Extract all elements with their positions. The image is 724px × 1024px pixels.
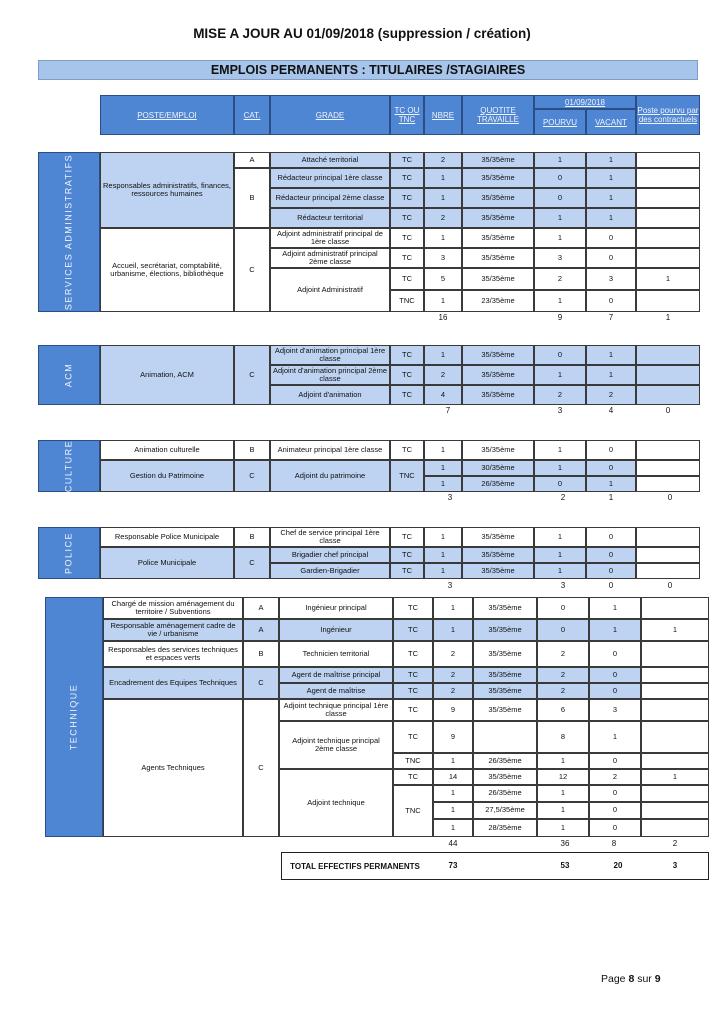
grade-cell: Brigadier chef principal (270, 547, 390, 563)
pourvu-cell: 1 (534, 290, 586, 312)
quotite-cell: 35/35ème (462, 268, 534, 290)
nbre-cell: 2 (433, 683, 473, 699)
pourvu-cell: 2 (537, 683, 589, 699)
contract-cell (636, 527, 700, 547)
tc-cell: TC (390, 345, 424, 365)
cat-cell: C (243, 667, 279, 699)
tc-cell: TC (390, 365, 424, 385)
total-contract: 0 (667, 493, 673, 502)
vacant-cell: 0 (586, 563, 636, 579)
pourvu-cell: 1 (534, 460, 586, 476)
nbre-cell: 9 (433, 721, 473, 753)
nbre-cell: 3 (424, 248, 462, 268)
tc-cell: TC (390, 208, 424, 228)
pourvu-cell: 0 (537, 597, 589, 619)
nbre-cell: 1 (433, 819, 473, 837)
quotite-cell: 35/35ème (473, 699, 537, 721)
quotite-cell: 35/35ème (462, 440, 534, 460)
contract-cell (641, 819, 709, 837)
grade-cell: Adjoint administratif principal de 1ère classe (270, 228, 390, 248)
quotite-cell: 23/35ème (462, 290, 534, 312)
nbre-cell: 1 (424, 290, 462, 312)
nbre-cell: 14 (433, 769, 473, 785)
total-contract: 1 (665, 313, 671, 322)
pourvu-cell: 1 (537, 753, 589, 769)
grade-cell: Adjoint technique principal 1ère classe (279, 699, 393, 721)
quotite-cell: 27,5/35ème (473, 802, 537, 819)
poste-cell: Gestion du Patrimoine (100, 460, 234, 492)
contract-cell (641, 683, 709, 699)
tc-cell: TC (390, 527, 424, 547)
nbre-cell: 1 (424, 228, 462, 248)
tc-cell: TC (390, 547, 424, 563)
vacant-cell: 1 (586, 188, 636, 208)
grade-cell: Chef de service principal 1ère classe (270, 527, 390, 547)
contract-cell (641, 753, 709, 769)
poste-cell: Responsables administratifs, finances, ressources humaines (100, 152, 234, 228)
total-pourvu: 2 (560, 493, 566, 502)
vacant-cell: 0 (589, 683, 641, 699)
grand-total-vacant: 20 (613, 861, 623, 870)
contract-cell (641, 802, 709, 819)
grade-cell: Adjoint administratif principal 2ème classe (270, 248, 390, 268)
total-nbre: 3 (447, 493, 453, 502)
grand-total-contract: 3 (672, 861, 678, 870)
pourvu-cell: 2 (534, 385, 586, 405)
total-vacant: 1 (608, 493, 614, 502)
header-contractuels: Poste pourvu par des contractuels (636, 95, 700, 135)
total-pourvu: 3 (557, 406, 563, 415)
tc-cell: TC (393, 667, 433, 683)
pourvu-cell: 1 (534, 208, 586, 228)
poste-cell: Responsable Police Municipale (100, 527, 234, 547)
header-date: 01/09/2018 (534, 95, 636, 109)
quotite-cell: 28/35ème (473, 819, 537, 837)
nbre-cell: 1 (424, 547, 462, 563)
tc-cell: TC (390, 152, 424, 168)
quotite-cell: 35/35ème (462, 345, 534, 365)
grade-cell: Adjoint Administratif (270, 268, 390, 312)
header-vacant: VACANT (586, 109, 636, 135)
pourvu-cell: 1 (537, 802, 589, 819)
nbre-cell: 2 (424, 208, 462, 228)
grade-cell: Adjoint technique (279, 769, 393, 837)
quotite-cell: 35/35ème (473, 641, 537, 667)
nbre-cell: 2 (424, 365, 462, 385)
pourvu-cell: 2 (537, 667, 589, 683)
section-police-label: POLICE (38, 527, 100, 579)
grade-cell: Animateur principal 1ère classe (270, 440, 390, 460)
grade-cell: Rédacteur territorial (270, 208, 390, 228)
contract-cell (636, 476, 700, 492)
poste-cell: Animation culturelle (100, 440, 234, 460)
quotite-cell: 35/35ème (473, 769, 537, 785)
grade-cell: Technicien territorial (279, 641, 393, 667)
quotite-cell: 35/35ème (462, 188, 534, 208)
poste-cell: Chargé de mission aménagement du territoire / Subventions (103, 597, 243, 619)
quotite-cell: 26/35ème (473, 753, 537, 769)
header-cat: CAT. (234, 95, 270, 135)
vacant-cell: 2 (589, 769, 641, 785)
contract-cell (636, 385, 700, 405)
section-acm-label: ACM (38, 345, 100, 405)
grade-cell: Adjoint technique principal 2ème classe (279, 721, 393, 769)
poste-cell: Accueil, secrétariat, comptabilité, urbanisme, élections, bibliothèque (100, 228, 234, 312)
nbre-cell: 1 (433, 753, 473, 769)
contract-cell (636, 365, 700, 385)
nbre-cell: 2 (424, 152, 462, 168)
section-technique-label: TECHNIQUE (45, 597, 103, 837)
vacant-cell: 1 (586, 345, 636, 365)
pourvu-cell: 1 (534, 228, 586, 248)
contract-cell (636, 208, 700, 228)
pourvu-cell: 0 (534, 476, 586, 492)
grade-cell: Rédacteur principal 2ème classe (270, 188, 390, 208)
header-nbre: NBRE (424, 95, 462, 135)
nbre-cell: 1 (424, 476, 462, 492)
vacant-cell: 3 (589, 699, 641, 721)
pourvu-cell: 3 (534, 248, 586, 268)
cat-cell: A (243, 597, 279, 619)
contract-cell: 1 (636, 268, 700, 290)
section-culture-label: CULTURE (38, 440, 100, 492)
cat-cell: C (234, 547, 270, 579)
tc-cell: TC (393, 619, 433, 641)
contract-cell (641, 721, 709, 753)
vacant-cell: 0 (586, 527, 636, 547)
nbre-cell: 1 (424, 563, 462, 579)
vacant-cell: 0 (586, 440, 636, 460)
grand-total-nbre: 73 (448, 861, 458, 870)
quotite-cell: 35/35ème (462, 152, 534, 168)
total-nbre: 44 (448, 839, 458, 848)
vacant-cell: 0 (589, 667, 641, 683)
page-number: Page 8 sur 9 (601, 973, 661, 985)
page-title: MISE A JOUR AU 01/09/2018 (suppression / création) (193, 26, 531, 41)
poste-cell: Agents Techniques (103, 699, 243, 837)
section-banner: EMPLOIS PERMANENTS : TITULAIRES /STAGIAIRES (38, 60, 698, 80)
contract-cell (636, 228, 700, 248)
total-pourvu: 36 (560, 839, 570, 848)
tc-cell: TC (390, 440, 424, 460)
grade-cell: Adjoint du patrimoine (270, 460, 390, 492)
contract-cell (636, 290, 700, 312)
header-quotite: QUOTITE TRAVAILLE (462, 95, 534, 135)
nbre-cell: 1 (433, 802, 473, 819)
grade-cell: Gardien-Brigadier (270, 563, 390, 579)
nbre-cell: 5 (424, 268, 462, 290)
total-contract: 0 (667, 581, 673, 590)
total-nbre: 7 (445, 406, 451, 415)
pourvu-cell: 1 (537, 785, 589, 802)
tc-cell: TC (393, 721, 433, 753)
poste-cell: Police Municipale (100, 547, 234, 579)
contract-cell (636, 460, 700, 476)
pourvu-cell: 0 (534, 168, 586, 188)
quotite-cell: 35/35ème (462, 527, 534, 547)
grand-total-pourvu: 53 (560, 861, 570, 870)
contract-cell (636, 563, 700, 579)
tc-cell: TNC (393, 785, 433, 837)
total-pourvu: 9 (557, 313, 563, 322)
header-pourvu: POURVU (534, 109, 586, 135)
contract-cell (641, 699, 709, 721)
nbre-cell: 9 (433, 699, 473, 721)
vacant-cell: 3 (586, 268, 636, 290)
grand-total-label: TOTAL EFFECTIFS PERMANENTS (290, 861, 420, 871)
contract-cell (636, 168, 700, 188)
pourvu-cell: 1 (534, 563, 586, 579)
quotite-cell (473, 721, 537, 753)
pourvu-cell: 8 (537, 721, 589, 753)
vacant-cell: 1 (589, 597, 641, 619)
quotite-cell: 35/35ème (473, 619, 537, 641)
poste-cell: Responsables des services techniques et espaces verts (103, 641, 243, 667)
nbre-cell: 1 (424, 188, 462, 208)
grade-cell: Agent de maîtrise principal (279, 667, 393, 683)
grade-cell: Adjoint d'animation principal 1ère classe (270, 345, 390, 365)
tc-cell: TNC (393, 753, 433, 769)
cat-cell: B (234, 440, 270, 460)
header-grade: GRADE (270, 95, 390, 135)
cat-cell: C (234, 460, 270, 492)
cat-cell: B (234, 527, 270, 547)
contract-cell: 1 (641, 769, 709, 785)
quotite-cell: 35/35ème (462, 228, 534, 248)
pourvu-cell: 2 (537, 641, 589, 667)
total-vacant: 0 (608, 581, 614, 590)
cat-cell: B (243, 641, 279, 667)
tc-cell: TC (390, 385, 424, 405)
nbre-cell: 1 (424, 168, 462, 188)
total-nbre: 16 (438, 313, 448, 322)
header-tc: TC OU TNC (390, 95, 424, 135)
contract-cell (636, 440, 700, 460)
vacant-cell: 1 (586, 168, 636, 188)
pourvu-cell: 1 (534, 527, 586, 547)
quotite-cell: 35/35ème (462, 563, 534, 579)
pourvu-cell: 0 (534, 345, 586, 365)
vacant-cell: 0 (586, 290, 636, 312)
tc-cell: TC (393, 641, 433, 667)
cat-cell: C (234, 345, 270, 405)
quotite-cell: 35/35ème (473, 683, 537, 699)
grade-cell: Adjoint d'animation principal 2ème classe (270, 365, 390, 385)
tc-cell: TNC (390, 460, 424, 492)
quotite-cell: 35/35ème (462, 365, 534, 385)
contract-cell (641, 597, 709, 619)
quotite-cell: 35/35ème (462, 547, 534, 563)
pourvu-cell: 12 (537, 769, 589, 785)
vacant-cell: 0 (589, 819, 641, 837)
quotite-cell: 35/35ème (473, 667, 537, 683)
quotite-cell: 35/35ème (462, 208, 534, 228)
grade-cell: Ingénieur (279, 619, 393, 641)
vacant-cell: 0 (586, 248, 636, 268)
cat-cell: A (243, 619, 279, 641)
total-vacant: 8 (611, 839, 617, 848)
pourvu-cell: 6 (537, 699, 589, 721)
pourvu-cell: 2 (534, 268, 586, 290)
nbre-cell: 1 (433, 619, 473, 641)
contract-cell (636, 345, 700, 365)
grade-cell: Adjoint d'animation (270, 385, 390, 405)
contract-cell (636, 248, 700, 268)
vacant-cell: 1 (589, 721, 641, 753)
quotite-cell: 35/35ème (462, 168, 534, 188)
section-admin-label: SERVICES ADMINISTRATIFS (38, 152, 100, 312)
tc-cell: TNC (390, 290, 424, 312)
tc-cell: TC (393, 683, 433, 699)
tc-cell: TC (390, 168, 424, 188)
tc-cell: TC (393, 597, 433, 619)
vacant-cell: 1 (586, 208, 636, 228)
nbre-cell: 1 (424, 460, 462, 476)
tc-cell: TC (393, 769, 433, 785)
vacant-cell: 0 (589, 753, 641, 769)
quotite-cell: 30/35ème (462, 460, 534, 476)
tc-cell: TC (390, 188, 424, 208)
pourvu-cell: 0 (537, 619, 589, 641)
header-poste: POSTE/EMPLOI (100, 95, 234, 135)
total-pourvu: 3 (560, 581, 566, 590)
grade-cell: Ingénieur principal (279, 597, 393, 619)
tc-cell: TC (390, 228, 424, 248)
quotite-cell: 26/35ème (462, 476, 534, 492)
vacant-cell: 2 (586, 385, 636, 405)
nbre-cell: 1 (433, 597, 473, 619)
poste-cell: Responsable aménagement cadre de vie / urbanisme (103, 619, 243, 641)
vacant-cell: 1 (586, 365, 636, 385)
quotite-cell: 35/35ème (462, 248, 534, 268)
grade-cell: Attaché territorial (270, 152, 390, 168)
cat-cell: C (243, 699, 279, 837)
nbre-cell: 2 (433, 641, 473, 667)
vacant-cell: 0 (586, 228, 636, 248)
poste-cell: Encadrement des Equipes Techniques (103, 667, 243, 699)
contract-cell (641, 667, 709, 683)
contract-cell (636, 547, 700, 563)
nbre-cell: 1 (424, 527, 462, 547)
nbre-cell: 1 (424, 440, 462, 460)
grade-cell: Rédacteur principal 1ère classe (270, 168, 390, 188)
nbre-cell: 2 (433, 667, 473, 683)
tc-cell: TC (393, 699, 433, 721)
vacant-cell: 0 (589, 802, 641, 819)
vacant-cell: 1 (586, 152, 636, 168)
vacant-cell: 1 (589, 619, 641, 641)
poste-cell: Animation, ACM (100, 345, 234, 405)
pourvu-cell: 0 (534, 188, 586, 208)
total-vacant: 4 (608, 406, 614, 415)
nbre-cell: 1 (433, 785, 473, 802)
cat-cell: A (234, 152, 270, 168)
pourvu-cell: 1 (537, 819, 589, 837)
vacant-cell: 0 (586, 460, 636, 476)
tc-cell: TC (390, 563, 424, 579)
cat-cell: B (234, 168, 270, 228)
contract-cell (636, 188, 700, 208)
pourvu-cell: 1 (534, 152, 586, 168)
total-vacant: 7 (608, 313, 614, 322)
total-contract: 2 (672, 839, 678, 848)
tc-cell: TC (390, 268, 424, 290)
nbre-cell: 4 (424, 385, 462, 405)
nbre-cell: 1 (424, 345, 462, 365)
vacant-cell: 0 (589, 641, 641, 667)
contract-cell (641, 785, 709, 802)
quotite-cell: 35/35ème (473, 597, 537, 619)
total-contract: 0 (665, 406, 671, 415)
contract-cell (641, 641, 709, 667)
contract-cell (636, 152, 700, 168)
pourvu-cell: 1 (534, 440, 586, 460)
vacant-cell: 1 (586, 476, 636, 492)
vacant-cell: 0 (589, 785, 641, 802)
contract-cell: 1 (641, 619, 709, 641)
pourvu-cell: 1 (534, 365, 586, 385)
quotite-cell: 35/35ème (462, 385, 534, 405)
cat-cell: C (234, 228, 270, 312)
grade-cell: Agent de maîtrise (279, 683, 393, 699)
quotite-cell: 26/35ème (473, 785, 537, 802)
vacant-cell: 0 (586, 547, 636, 563)
tc-cell: TC (390, 248, 424, 268)
pourvu-cell: 1 (534, 547, 586, 563)
total-nbre: 3 (447, 581, 453, 590)
